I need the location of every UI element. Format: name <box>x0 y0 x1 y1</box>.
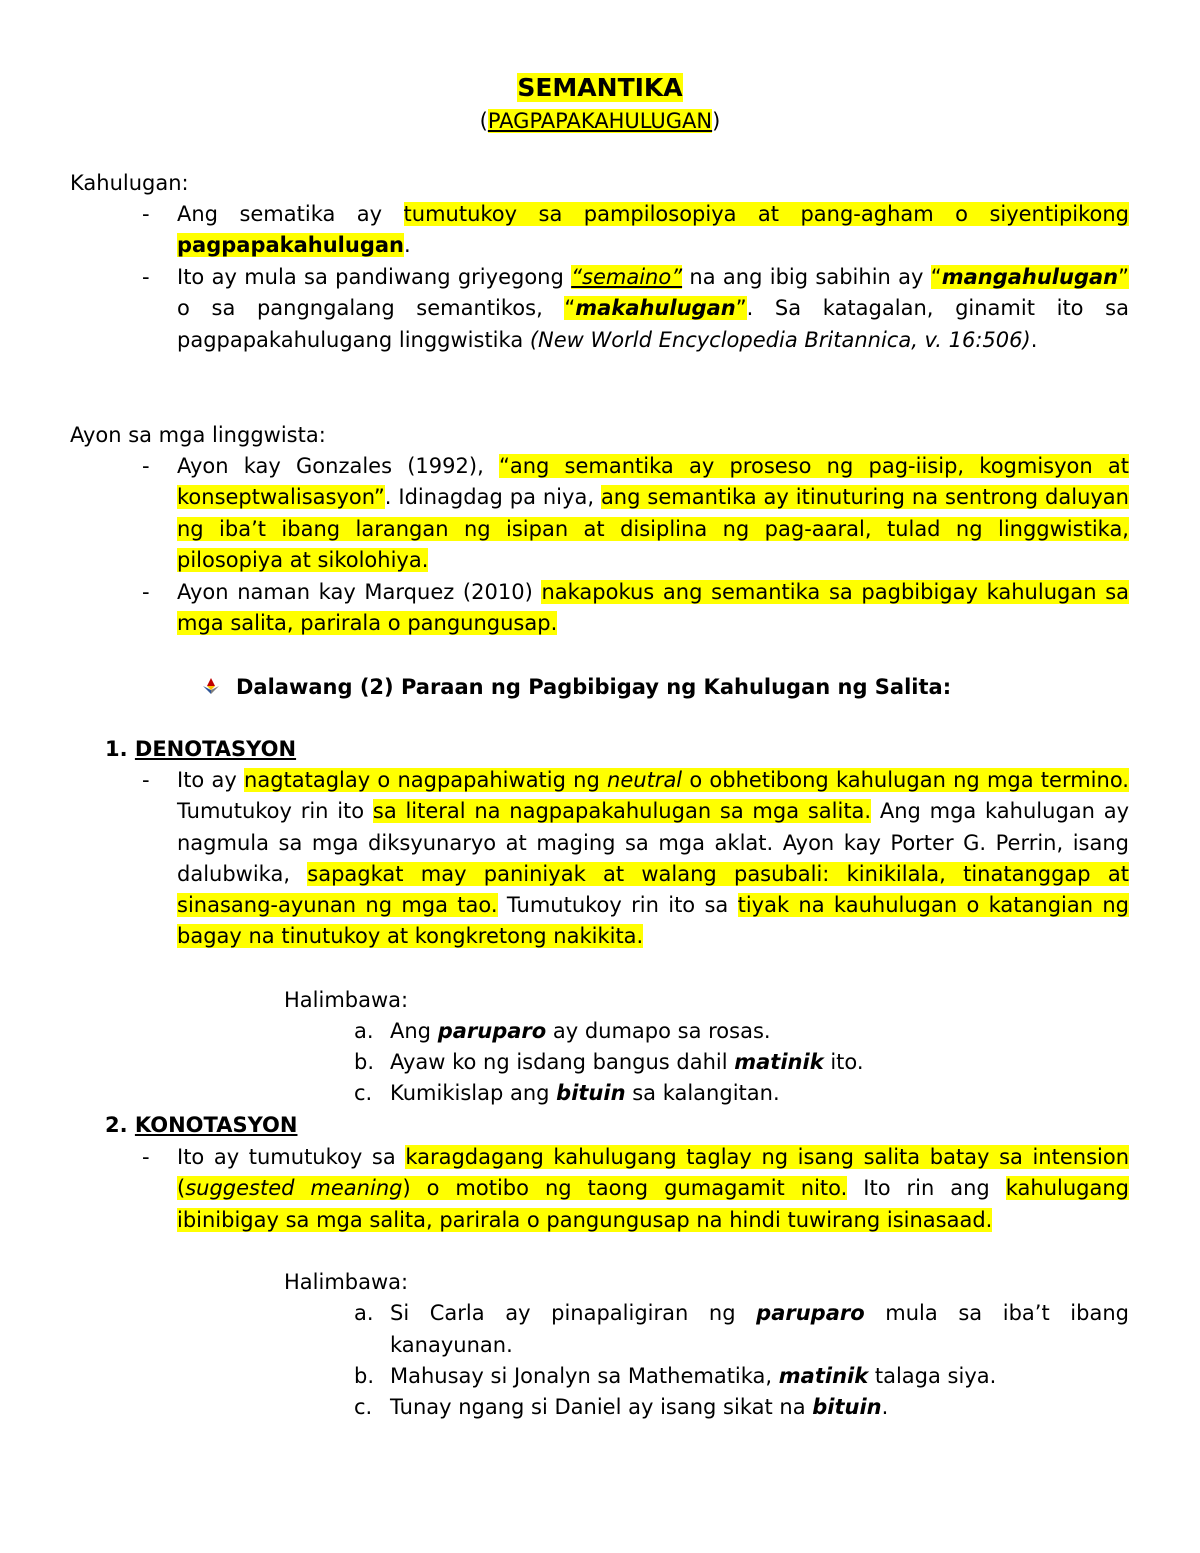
example-item <box>390 1047 1129 1079</box>
highlight-run: “ <box>564 296 576 321</box>
doc-title-text: SEMANTIKA <box>517 73 683 102</box>
text-run: Ito rin ang <box>847 1176 1006 1201</box>
example-item <box>390 1392 1129 1424</box>
text-run: mula sa iba’t ibang kanayunan. <box>390 1301 1129 1357</box>
subtitle-close: ) <box>712 109 721 133</box>
text-run: ito. <box>823 1050 864 1074</box>
example-letter: b. <box>354 1364 375 1388</box>
doc-subtitle <box>0 106 1200 137</box>
doc-title <box>0 70 1200 106</box>
list-number: 1. <box>105 737 128 761</box>
example-item <box>390 1016 1129 1048</box>
highlight-bold-run: pagpapakahulugan <box>177 233 404 258</box>
text-run: Ang <box>390 1019 438 1043</box>
text-run: Tumutukoy rin ito <box>177 799 373 824</box>
text-run: Ito ay mula sa pandiwang griyegong <box>177 265 572 289</box>
highlight-run: ” <box>735 296 747 321</box>
highlight-run: ang semantika ay itinuturing na sentrong daluyan ng iba’t ibang larangan ng isipan at disiplina ng pag-aaral, tulad ng linggwistika, pilosopiya at sikolohiya. <box>177 485 1129 572</box>
text-run: o sa pangngalang semantikos, <box>177 296 565 321</box>
section-heading <box>200 672 951 703</box>
highlight-run: ) o motibo ng taong gumagamit nito. <box>402 1176 848 1201</box>
highlight-run: nagtataglay o nagpapahiwatig ng <box>244 768 608 792</box>
bold-italic-run: bituin <box>556 1081 626 1105</box>
highlight-run: tiyak na kauhulugan o katangian ng bagay na tinutukoy at kongkretong nakikita. <box>177 893 1130 949</box>
highlight-run: sapagkat may paniniyak at walang pasubali: kinikilala, tinatanggap at sinasang-ayunan ng mga tao. <box>177 861 1129 918</box>
text-run: . <box>881 1395 889 1419</box>
linggwista-label: Ayon sa mga linggwista: <box>70 423 326 447</box>
highlight-italic-run: “semaino” <box>571 265 683 289</box>
highlight-run: kahulugang ibinibigay sa mga salita, parirala o pangungusap na hindi tuwirang isinasaad. <box>177 1176 1129 1232</box>
text-run: Si Carla ay pinapaligiran ng <box>390 1301 757 1325</box>
text-run: . Sa katagalan, ginamit ito sa pagpapakahulugang linggwistika <box>177 296 1129 352</box>
example-item <box>390 1361 1129 1393</box>
italic-run: (New World Encyclopedia Britannica, v. 16:506) <box>529 327 1031 352</box>
text-run: na ang ibig sabihin ay <box>682 265 931 289</box>
highlight-run: tumutukoy sa pampilosopiya at pang-agham o siyentipikong <box>403 202 1130 226</box>
halimbawa-label: Halimbawa: <box>284 988 409 1012</box>
text-run: Ayon naman kay Marquez (2010) <box>177 580 542 604</box>
highlight-run: sa literal na nagpapakahulugan sa mga salita. <box>372 799 872 824</box>
kahulugan-bullet-1 <box>177 199 1129 262</box>
highlight-run: nakapokus ang semantika sa pagbibigay kahulugan sa mga salita, parirala o pangungusap. <box>177 580 1129 636</box>
text-run: Ang mga kahulugan ay nagmula sa mga diksyunaryo at maging sa mga aklat. Ayon kay Porter G. Perrin, isang dalubwika, <box>177 799 1129 886</box>
bold-italic-run: matinik <box>734 1050 824 1074</box>
text-run: . <box>1030 327 1038 352</box>
example-letter: a. <box>354 1301 374 1325</box>
section-heading-text: Dalawang (2) Paraan ng Pagbibigay ng Kahulugan ng Salita: <box>236 675 952 699</box>
example-item <box>390 1298 1129 1361</box>
subtitle-word: PAGPAPAKAHULUGAN <box>487 109 713 133</box>
example-item <box>390 1078 1129 1110</box>
highlight-bold-italic-run: mangahulugan <box>941 265 1119 289</box>
text-run: sa kalangitan. <box>625 1081 780 1105</box>
example-letter: c. <box>354 1081 373 1105</box>
denotasyon-body <box>177 765 1129 953</box>
konotasyon-body <box>177 1142 1129 1236</box>
text-run: Mahusay si Jonalyn sa Mathematika, <box>390 1364 779 1388</box>
denotasyon-title: DENOTASYON <box>134 737 297 761</box>
linggwista-bullet-2 <box>177 577 1129 640</box>
example-letter: c. <box>354 1395 373 1419</box>
text-run: Kumikislap ang <box>390 1081 557 1105</box>
bullet-dash: - <box>142 454 150 478</box>
highlight-italic-run: suggested meaning <box>185 1176 403 1201</box>
subtitle-open: ( <box>479 109 488 133</box>
text-run: . <box>403 233 411 258</box>
konotasyon-heading <box>105 1110 297 1141</box>
text-run: Tumutukoy rin ito sa <box>497 893 738 918</box>
kahulugan-bullet-2 <box>177 262 1129 356</box>
arrow-bullet-icon <box>200 675 222 697</box>
bullet-dash: - <box>142 265 150 289</box>
highlight-run: o obhetibong kahulugan ng mga termino. <box>682 768 1129 792</box>
bold-italic-run: paruparo <box>756 1301 865 1325</box>
denotasyon-heading <box>105 734 296 765</box>
highlight-run: “ <box>930 265 942 289</box>
bold-italic-run: paruparo <box>437 1019 547 1043</box>
text-run: Ito ay <box>177 768 245 792</box>
example-letter: a. <box>354 1019 374 1043</box>
highlight-italic-run: neutral <box>607 768 683 792</box>
highlight-run: ” <box>1118 265 1129 289</box>
linggwista-bullet-1 <box>177 451 1129 576</box>
text-run: Tunay ngang si Daniel ay isang sikat na <box>390 1395 813 1419</box>
highlight-run: karagdagang kahulugang taglay ng isang salita batay sa intension ( <box>177 1145 1130 1201</box>
text-run: . Idinagdag pa niya, <box>384 485 601 510</box>
bullet-dash: - <box>142 768 150 792</box>
bold-italic-run: matinik <box>778 1364 869 1388</box>
text-run: Ayaw ko ng isdang bangus dahil <box>390 1050 735 1074</box>
list-number: 2. <box>105 1113 128 1137</box>
bullet-dash: - <box>142 202 150 226</box>
bold-italic-run: bituin <box>812 1395 882 1419</box>
text-run: ay dumapo sa rosas. <box>546 1019 771 1043</box>
text-run: talaga siya. <box>868 1364 997 1388</box>
text-run: Ang sematika ay <box>177 202 404 226</box>
bullet-dash: - <box>142 580 150 604</box>
example-letter: b. <box>354 1050 375 1074</box>
konotasyon-title: KONOTASYON <box>134 1113 298 1137</box>
bullet-dash: - <box>142 1145 150 1169</box>
halimbawa-label: Halimbawa: <box>284 1270 409 1294</box>
highlight-bold-italic-run: makahulugan <box>575 296 736 321</box>
highlight-run: “ang semantika ay proseso ng pag-iisip, kogmisyon at konseptwalisasyon” <box>177 454 1129 510</box>
kahulugan-label: Kahulugan: <box>70 171 189 195</box>
text-run: Ito ay tumutukoy sa <box>177 1145 406 1169</box>
text-run: Ayon kay Gonzales (1992), <box>177 454 499 478</box>
